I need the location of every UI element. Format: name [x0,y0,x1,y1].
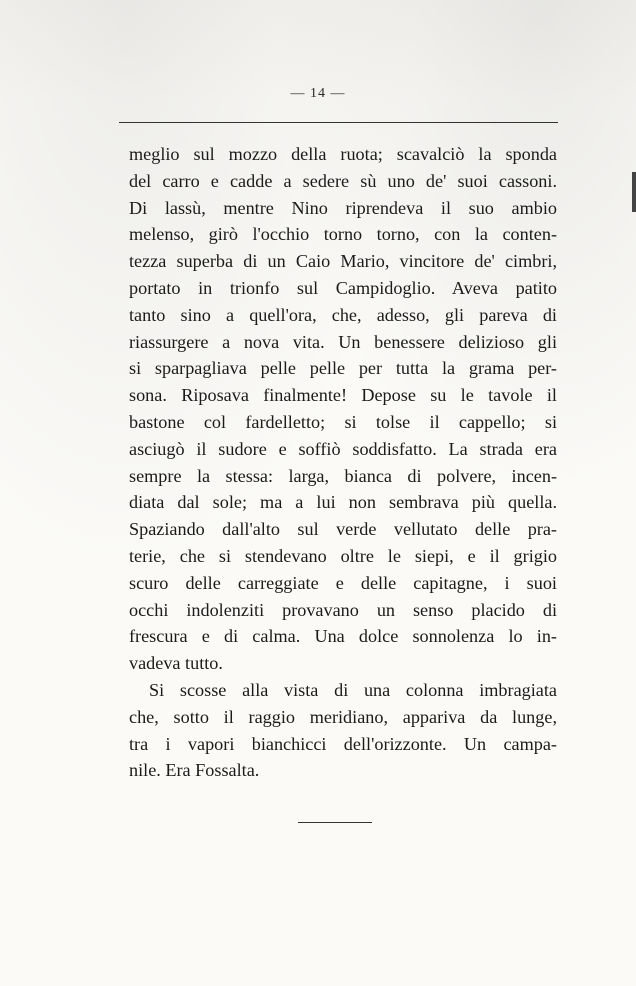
text-line: asciugò il sudore e soffiò soddisfatto. La strada era [129,438,557,459]
text-line: Spaziando dall'alto sul verde vellutato delle pra- [129,519,557,540]
page-number: — 14 — [290,86,346,101]
body-text [129,141,557,784]
page-edge-mark [632,172,636,212]
text-line: portato in trionfo sul Campidoglio. Aveva patito [129,277,557,298]
paragraph [129,677,557,784]
text-line: nile. Era Fossalta. [129,760,260,781]
text-line: tanto sino a quell'ora, che, adesso, gli pareva di [129,304,557,325]
text-line: che, sotto il raggio meridiano, appariva da lunge, [129,706,557,727]
text-line: scuro delle carreggiate e delle capitagne, i suoi [129,572,557,593]
text-line: frescura e di calma. Una dolce sonnolenza lo in- [129,626,557,647]
header-rule [119,122,558,123]
text-line: Di lassù, mentre Nino riprendeva il suo ambio [129,197,557,218]
text-line: sempre la stessa: larga, bianca di polvere, incen- [129,465,557,486]
text-line: vadeva tutto. [129,653,223,674]
text-line: tezza superba di un Caio Mario, vincitore de' cimbri, [129,251,557,272]
text-line: Si scosse alla vista di una colonna imbragiata [149,679,557,700]
text-line: terie, che si stendevano oltre le siepi, e il grigio [129,545,557,566]
text-line: riassurgere a nova vita. Un benessere delizioso gli [129,331,557,352]
text-line: sona. Riposava finalmente! Depose su le tavole il [129,385,557,406]
text-line: occhi indolenziti provavano un senso placido di [129,599,557,620]
text-line: meglio sul mozzo della ruota; scavalciò la sponda [129,144,557,164]
text-line: diata dal sole; ma a lui non sembrava più quella. [129,492,557,513]
end-rule [298,822,372,823]
text-line: tra i vapori bianchicci dell'orizzonte. Un campa- [129,733,557,754]
text-line: melenso, girò l'occhio torno torno, con la conten- [129,224,557,245]
text-line: bastone col fardelletto; si tolse il cappello; si [129,411,557,432]
text-line: si sparpagliava pelle pelle per tutta la grama per- [129,358,557,379]
text-line: del carro e cadde a sedere sù uno de' suoi cassoni. [129,170,557,191]
paragraph [129,141,557,677]
